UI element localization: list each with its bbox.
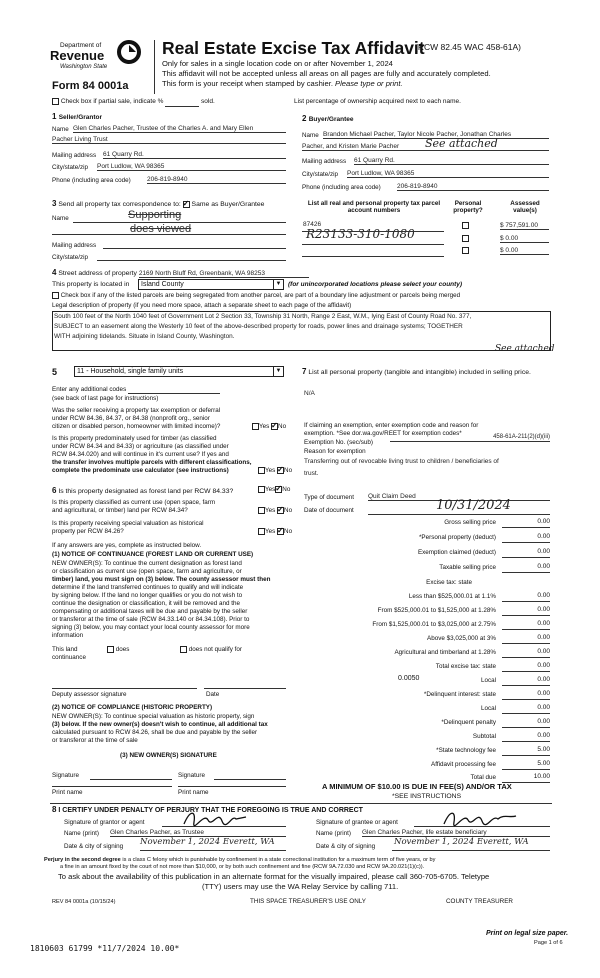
notice-continuance-title: (1) NOTICE OF CONTINUANCE (FOREST LAND OR CURRENT USE) <box>52 551 254 558</box>
q-current-use-line1: Is this property classified as current use (open space, farm <box>52 499 216 506</box>
segregated-checkbox[interactable] <box>52 292 59 299</box>
buyer-phone-label: Phone (including area code) <box>302 184 381 191</box>
buyer-heading: 2 Buyer/Grantee <box>302 114 354 123</box>
grantee-signature-icon <box>440 808 520 828</box>
alternate-format-line1: To ask about the availability of this publication in an alternate format for the visually impaired, please call 360-705-6705. Teletype <box>58 872 490 881</box>
grantor-date-label: Date & city of signing <box>64 843 124 850</box>
corr-city-label: City/state/zip <box>52 254 89 261</box>
tax-state-heading: Excise tax: state <box>426 579 472 586</box>
tax-line <box>502 557 550 558</box>
assessed-value-2[interactable]: $ 0.00 <box>500 235 549 243</box>
personal-prop-checkbox-3[interactable] <box>462 247 469 254</box>
q-exemption-line3: citizen or disabled person, homeowner with limited income)? <box>52 423 221 430</box>
street-address-field[interactable]: 2169 North Bluff Rd, Greenbank, WA 98253 <box>139 270 309 278</box>
use-code-value: 11 - Household, single family units <box>77 368 184 375</box>
q-current-use-answer: Yes ✓ No <box>258 507 292 514</box>
partial-sold-label: sold. <box>201 98 215 106</box>
personal-col-header: Personal property? <box>453 200 483 215</box>
tax-line <box>502 671 550 672</box>
tax-subtotal-label: Subtotal <box>472 733 496 740</box>
rev-number: REV 84 0001a (10/15/24) <box>52 899 116 905</box>
tax-ag-label: Agricultural and timberland at 1.28% <box>394 649 496 656</box>
corr-mailing-label: Mailing address <box>52 242 97 249</box>
legal-desc-line3: WITH adjoining tidelands. Situate in Island County, Washington. <box>54 333 235 340</box>
tax-tier3-value[interactable]: 0.00 <box>537 620 550 627</box>
q-exemption-answer: Yes ✓ No <box>252 423 286 430</box>
owner-print-line-1[interactable] <box>52 786 172 787</box>
personal-property-value[interactable]: N/A <box>304 390 315 397</box>
legal-size-note: Print on legal size paper. <box>486 930 569 937</box>
additional-codes-note: (see back of last page for instructions) <box>52 395 159 402</box>
dept-line2: Revenue <box>50 48 105 63</box>
additional-codes-field[interactable] <box>128 386 220 394</box>
tax-line <box>502 657 550 658</box>
land-does-not: does not qualify for <box>180 646 242 653</box>
tax-line <box>502 727 550 728</box>
tax-line <box>502 741 550 742</box>
corr-city-field[interactable] <box>97 253 286 261</box>
same-as-buyer-checkbox[interactable] <box>183 201 190 208</box>
exemption-reason-label: Reason for exemption <box>304 448 366 455</box>
continuance-label: continuance <box>52 654 86 661</box>
seller-name-label: Name <box>52 126 69 133</box>
corr-mailing-field[interactable] <box>103 241 286 249</box>
perjury-line2: a fine in an amount fixed by the court of not more than $10,000, or by both such confinement and fine (RCW 9A.72.030 and RCW 9A.20.021(1)(c)). <box>60 864 425 870</box>
seller-city-label: City/state/zip <box>52 164 89 171</box>
deputy-date-line[interactable] <box>204 688 286 689</box>
new-owner-sig-title: (3) NEW OWNER(S) SIGNATURE <box>120 752 217 759</box>
corr-struck-2: does viewed <box>130 223 192 235</box>
q-current-use-no[interactable] <box>277 507 284 514</box>
q-timber-no[interactable] <box>277 467 284 474</box>
parcel-line-3 <box>302 256 444 257</box>
tax-processing-fee-value[interactable]: 5.00 <box>537 760 550 767</box>
notice-compliance-l1: NEW OWNER(S): To continue special valuation as historic property, sign <box>52 713 255 720</box>
seller-name-field[interactable]: Glen Charles Pacher, Trustee of the Charles A. and Mary Ellen <box>73 125 286 133</box>
doc-date-handwritten: 10/31/2024 <box>436 498 511 513</box>
q-current-use-yes[interactable] <box>258 507 265 514</box>
tax-tier2-value[interactable]: 0.00 <box>537 606 550 613</box>
form-number: Form 84 0001a <box>52 80 129 92</box>
personal-prop-checkbox-2[interactable] <box>462 235 469 242</box>
tax-total-due-label: Total due <box>470 774 496 781</box>
owner-print-label-1: Print name <box>52 789 83 796</box>
seller-phone-field[interactable]: 206-819-8940 <box>147 176 286 184</box>
tax-tier1-value[interactable]: 0.00 <box>537 592 550 599</box>
perjury-rest: is a class C felony which is punishable by confinement in a state correctional institution for a maximum term of five years, or by <box>120 857 436 863</box>
doc-type-field[interactable]: Quit Claim Deed <box>368 493 550 501</box>
doc-type-label: Type of document <box>304 494 355 501</box>
see-instructions-note: *SEE INSTRUCTIONS <box>392 793 462 800</box>
q-exemption-no[interactable] <box>271 423 278 430</box>
tax-personal-label: *Personal property (deduct) <box>418 534 496 541</box>
notice-continuance-l6: continue the designation or classification, it will be removed and the <box>52 600 240 607</box>
tax-taxable-label: Taxable selling price <box>439 564 496 571</box>
tax-gross-value[interactable]: 0.00 <box>537 518 550 525</box>
tax-tier1-label: Less than $525,000.01 at 1.1% <box>408 593 496 600</box>
tax-tech-fee-value[interactable]: 5.00 <box>537 746 550 753</box>
tax-delinq-int-local-label: Local <box>480 705 496 712</box>
this-land-row: This land <box>52 646 78 653</box>
header-sub2: This affidavit will not be accepted unless all areas on all pages are fully and accurately completed. <box>162 69 491 78</box>
tax-line <box>502 615 550 616</box>
tax-tier4-label: Above $3,025,000 at 3% <box>427 635 496 642</box>
section5-num: 5 <box>52 367 58 377</box>
deputy-date-label: Date <box>206 691 220 698</box>
partial-sale-row <box>52 98 215 107</box>
seller-mailing-field[interactable]: 61 Quarry Rd. <box>103 151 286 159</box>
q-timber-line2: under RCW 84.34 and 84.33) or agriculture (as classified under <box>52 443 229 450</box>
grantee-date-handwritten: November 1, 2024 Everett, WA <box>394 837 529 847</box>
q-timber-yes[interactable] <box>258 467 265 474</box>
tax-line <box>502 629 550 630</box>
tax-delinq-int-local-value[interactable]: 0.00 <box>537 704 550 711</box>
minimum-due-note: A MINIMUM OF $10.00 IS DUE IN FEE(S) AND/OR TAX <box>322 782 512 791</box>
street-address-row: 4 Street address of property 2169 North Bluff Rd, Greenbank, WA 98253 <box>52 268 309 278</box>
land-does: does <box>107 646 129 653</box>
tax-line <box>502 572 550 573</box>
buyer-mailing-label: Mailing address <box>302 158 347 165</box>
legal-desc-line1: South 100 feet of the North 1040 feet of Government Lot 2 Section 33, Township 31 North, Range 2 East, W.M., lying East of County Road No. 377, <box>54 313 472 320</box>
tax-line <box>502 685 550 686</box>
tax-tech-fee-label: *State technology fee <box>436 747 496 754</box>
notice-compliance-l2: (3) below. If the new owner(s) doesn't wish to continue, all additional tax <box>52 721 268 728</box>
owner-print-line-2[interactable] <box>178 786 286 787</box>
parcel-handwritten: R23133-310-1080 <box>306 227 415 241</box>
tax-exemption-label: Exemption claimed (deduct) <box>417 549 496 556</box>
tax-line <box>502 713 550 714</box>
tax-correspondence-row: 3 Send all property tax correspondence to: ✓ Same as Buyer/Grantee <box>52 199 264 209</box>
use-code-select[interactable] <box>74 366 284 377</box>
page-title: Real Estate Excise Tax Affidavit <box>162 38 425 58</box>
parcel-line-2 <box>302 244 444 245</box>
exemption-no-field[interactable]: 458-61A-211(2)(d)(iii) <box>390 434 550 442</box>
tax-penalty-label: *Delinquent penalty <box>441 719 496 726</box>
q-forest-answer: Yes✓ No <box>258 486 290 493</box>
owner-sig-line-1[interactable] <box>90 779 172 780</box>
treasurer-use-only: THIS SPACE TREASURER'S USE ONLY <box>250 898 366 905</box>
notice-continuance-l7: compensating or additional taxes will be due and payable by the seller <box>52 608 248 615</box>
parcel-col-header: List all real and personal property tax parcel account numbers <box>307 200 441 215</box>
dept-line1: Department of <box>60 42 102 49</box>
county-treasurer: COUNTY TREASURER <box>446 898 513 905</box>
exemption-reason-1[interactable]: Transferring out of revocable living trust to children / beneficiaries of <box>304 458 499 465</box>
assessed-col-header: Assessed value(s) <box>510 200 540 215</box>
exemption-no-label: Exemption No. (sec/sub) <box>304 439 373 446</box>
buyer-phone-field[interactable]: 206-819-8940 <box>397 183 549 191</box>
owner-print-label-2: Print name <box>178 789 209 796</box>
header-divider <box>154 40 155 94</box>
certify-heading: 8 I CERTIFY UNDER PENALTY OF PERJURY THAT THE FOREGOING IS TRUE AND CORRECT <box>52 805 363 814</box>
notice-continuance-l8: or transferor at the time of sale (RCW 84.33.140 or 84.34.108). Prior to <box>52 616 250 623</box>
legal-desc-line2: SUBJECT to an easement along the Westerly 10 feet of the above-described property for roads, power lines and drainage systems; TOGETHER <box>54 323 463 330</box>
partial-sale-label: Check box if partial sale, indicate % <box>60 98 164 106</box>
grantor-date-handwritten: November 1, 2024 Everett, WA <box>140 837 275 847</box>
county-select[interactable] <box>138 279 284 290</box>
notice-continuance-l1: NEW OWNER(S): To continue the current designation as forest land <box>52 560 242 567</box>
tax-exemption-value[interactable]: 0.00 <box>537 548 550 555</box>
located-in-label: This property is located in <box>52 281 130 288</box>
tax-penalty-value[interactable]: 0.00 <box>537 718 550 725</box>
tax-tier4-value[interactable]: 0.00 <box>537 634 550 641</box>
q-historic-yes[interactable] <box>258 528 265 535</box>
q-exemption-yes[interactable] <box>252 423 259 430</box>
tax-total-state-value[interactable]: 0.00 <box>537 662 550 669</box>
perjury-line1 <box>44 857 435 863</box>
notice-continuance-l10: information <box>52 632 84 639</box>
personal-property-label: 7 List all personal property (tangible and intangible) included in selling price. <box>302 367 531 376</box>
q-forest: 6 Is this property designated as forest land per RCW 84.33? <box>52 486 234 495</box>
buyer-name-field[interactable]: Brandon Michael Pacher, Taylor Nicole Pacher, Jonathan Charles <box>323 131 549 139</box>
corr-struck-1: Supporting <box>128 209 182 221</box>
county-select-value: Island County <box>141 281 184 288</box>
grantor-sig-label: Signature of grantor or agent <box>64 819 145 826</box>
tax-line <box>502 542 550 543</box>
legal-see-attached: See attached <box>495 344 555 354</box>
tax-subtotal-value[interactable]: 0.00 <box>537 732 550 739</box>
buyer-city-field[interactable]: Port Ludlow, WA 98365 <box>347 170 549 178</box>
grantor-name-field[interactable]: Glen Charles Pacher, as Trustee <box>110 829 286 837</box>
assessed-value-1[interactable]: $ 757,591.00 <box>500 222 549 230</box>
seller-mailing-label: Mailing address <box>52 152 97 159</box>
grantee-sig-label: Signature of grantee or agent <box>316 819 398 826</box>
exemption-text-1: If claiming an exemption, enter exemption code and reason for <box>304 422 479 429</box>
chevron-down-icon[interactable]: ▼ <box>273 280 283 289</box>
land-does-not-checkbox[interactable] <box>180 646 187 653</box>
tax-personal-value[interactable]: 0.00 <box>537 533 550 540</box>
q-forest-no[interactable] <box>275 486 282 493</box>
tax-total-due-value[interactable]: 10.00 <box>533 773 550 780</box>
tax-line <box>502 755 550 756</box>
grantor-name-label: Name (print) <box>64 830 99 837</box>
grantee-name-label: Name (print) <box>316 830 351 837</box>
tax-line <box>502 643 550 644</box>
tax-ag-value[interactable]: 0.00 <box>537 648 550 655</box>
q-exemption-line2: under RCW 84.36, 84.37, or 84.38 (nonprofit org., senior <box>52 415 210 422</box>
notice-compliance-l4: or transferor at the time of sale <box>52 737 138 744</box>
tax-total-state-label: Total excise tax: state <box>435 663 496 670</box>
owner-sig-label-1: Signature <box>52 772 79 779</box>
notice-compliance-title: (2) NOTICE OF COMPLIANCE (HISTORIC PROPERTY) <box>52 704 213 711</box>
notice-continuance-l4: determine if the land transferred continues to qualify and will indicate <box>52 584 244 591</box>
parcel-typed: 87426 <box>303 221 322 228</box>
corr-name-label: Name <box>52 215 69 222</box>
seller-phone-label: Phone (including area code) <box>52 177 131 184</box>
notice-continuance-l3: timber) land, you must sign on (3) below. The county assessor must then <box>52 576 271 583</box>
q-current-use-line2: and agricultural, or timber) land per RCW 84.34? <box>52 507 188 514</box>
q-forest-yes[interactable] <box>258 486 265 493</box>
ownership-note: List percentage of ownership acquired next to each name. <box>294 98 461 105</box>
seller-name-field-line2[interactable]: Pacher Living Trust <box>52 136 286 144</box>
parcel-line-1 <box>302 231 444 232</box>
grantor-signature-icon <box>180 808 250 828</box>
q-timber-line5: complete the predominate use calculator (see instructions) <box>52 467 229 474</box>
buyer-name-label: Name <box>302 132 319 139</box>
buyer-mailing-field[interactable]: 61 Quarry Rd. <box>354 157 549 165</box>
doc-date-label: Date of document <box>304 507 354 514</box>
segregated-row: Check box if any of the listed parcels are being segregated from another parcel, are part of a boundary line adjustment or parcels being merged <box>52 292 460 299</box>
personal-prop-checkbox-1[interactable] <box>462 222 469 229</box>
q-exemption-line1: Was the seller receiving a property tax exemption or deferral <box>52 407 221 414</box>
tax-tier2-label: From $525,000.01 to $1,525,000 at 1.28% <box>377 607 496 614</box>
land-does-checkbox[interactable] <box>107 646 114 653</box>
page-number: Page 1 of 6 <box>534 940 563 946</box>
header-sub1: Only for sales in a single location code on or after November 1, 2024 <box>162 59 393 68</box>
q-historic-line2: property per RCW 84.26? <box>52 528 124 535</box>
notice-continuance-l5: by signing below. If the land no longer qualifies or you do not wish to <box>52 592 243 599</box>
dor-swirl-icon <box>116 40 142 64</box>
tax-processing-fee-label: Affidavit processing fee <box>431 761 496 768</box>
seller-heading: 1 Seller/Grantor <box>52 112 103 121</box>
exemption-reason-2[interactable]: trust. <box>304 470 319 477</box>
county-note: (for unincorporated locations please select your county) <box>288 281 463 288</box>
additional-codes-label: Enter any additional codes <box>52 386 220 394</box>
alternate-format-line2: (TTY) users may use the WA Relay Service by calling 711. <box>202 882 399 891</box>
q-historic-no[interactable] <box>277 528 284 535</box>
section8-top-rule <box>50 803 552 804</box>
legal-desc-label: Legal description of property (if you need more space, attach a separate sheet to each page of the affidavit) <box>52 302 352 309</box>
q-historic-line1: Is this property receiving special valuation as historical <box>52 520 204 527</box>
notice-continuance-l9: signing (3) below, you may contact your local county assessor for more <box>52 624 250 631</box>
tax-tier3-label: From $1,525,000.01 to $3,025,000 at 2.75% <box>372 621 496 628</box>
tax-line <box>502 527 550 528</box>
grantee-name-field[interactable]: Glen Charles Pacher, life estate beneficiary <box>362 829 550 837</box>
tax-local-label: Local <box>480 677 496 684</box>
tax-line <box>502 769 550 770</box>
partial-sale-checkbox[interactable] <box>52 98 59 105</box>
if-yes-note: If any answers are yes, complete as instructed below. <box>52 542 202 549</box>
tax-taxable-value[interactable]: 0.00 <box>537 563 550 570</box>
owner-sig-label-2: Signature <box>178 772 205 779</box>
partial-pct-field[interactable] <box>165 98 199 106</box>
header-sub3: This form is your receipt when stamped by cashier. Please type or print. <box>162 79 403 88</box>
grantee-date-label: Date & city of signing <box>316 843 376 850</box>
buyer-city-label: City/state/zip <box>302 171 339 178</box>
tax-local-rate: 0.0050 <box>398 675 420 682</box>
tax-delinq-int-state-value[interactable]: 0.00 <box>537 690 550 697</box>
tax-line <box>502 699 550 700</box>
seller-city-field[interactable]: Port Ludlow, WA 98365 <box>97 163 286 171</box>
buyer-see-attached: See attached <box>425 137 498 150</box>
q-timber-answer: Yes ✓ No <box>258 467 292 474</box>
chevron-down-icon[interactable]: ▼ <box>273 367 283 376</box>
dor-logo <box>46 40 146 80</box>
notice-continuance-l2: or classification as current use (open space, farm and agriculture, or <box>52 568 242 575</box>
q-timber-line3: RCW 84.34.020) and will continue in it's current use? If yes and <box>52 451 229 458</box>
dept-line3: Washington State <box>60 64 108 70</box>
deputy-sig-label: Deputy assessor signature <box>52 691 127 698</box>
recording-stamp: 1810603 61799 *11/7/2024 10.00* <box>30 944 180 953</box>
tax-line <box>502 601 550 602</box>
tax-delinq-int-state-label: *Delinquent interest: state <box>423 691 496 698</box>
tax-local-value[interactable]: 0.00 <box>537 676 550 683</box>
q-historic-answer: Yes ✓ No <box>258 528 292 535</box>
exemption-text-2: exemption. *See dor.wa.gov/REET for exemption codes* <box>304 430 462 437</box>
owner-sig-line-2[interactable] <box>214 779 286 780</box>
assessed-value-3[interactable]: $ 0.00 <box>500 247 549 255</box>
q-timber-line1: Is this property predominately used for timber (as classified <box>52 435 217 442</box>
deputy-sig-line[interactable] <box>52 688 197 689</box>
buyer-name-field-line2[interactable]: Pacher, and Kristen Marie Pacher <box>302 143 549 151</box>
perjury-lead: Perjury in the second degree <box>44 857 121 863</box>
tax-gross-label: Gross selling price <box>444 519 496 526</box>
q-timber-line4: the transfer involves multiple parcels with different classifications, <box>52 459 252 466</box>
rcw-ref: (RCW 82.45 WAC 458-61A) <box>415 42 521 52</box>
notice-compliance-l3: calculated pursuant to RCW 84.26, shall be due and payable by the seller <box>52 729 258 736</box>
